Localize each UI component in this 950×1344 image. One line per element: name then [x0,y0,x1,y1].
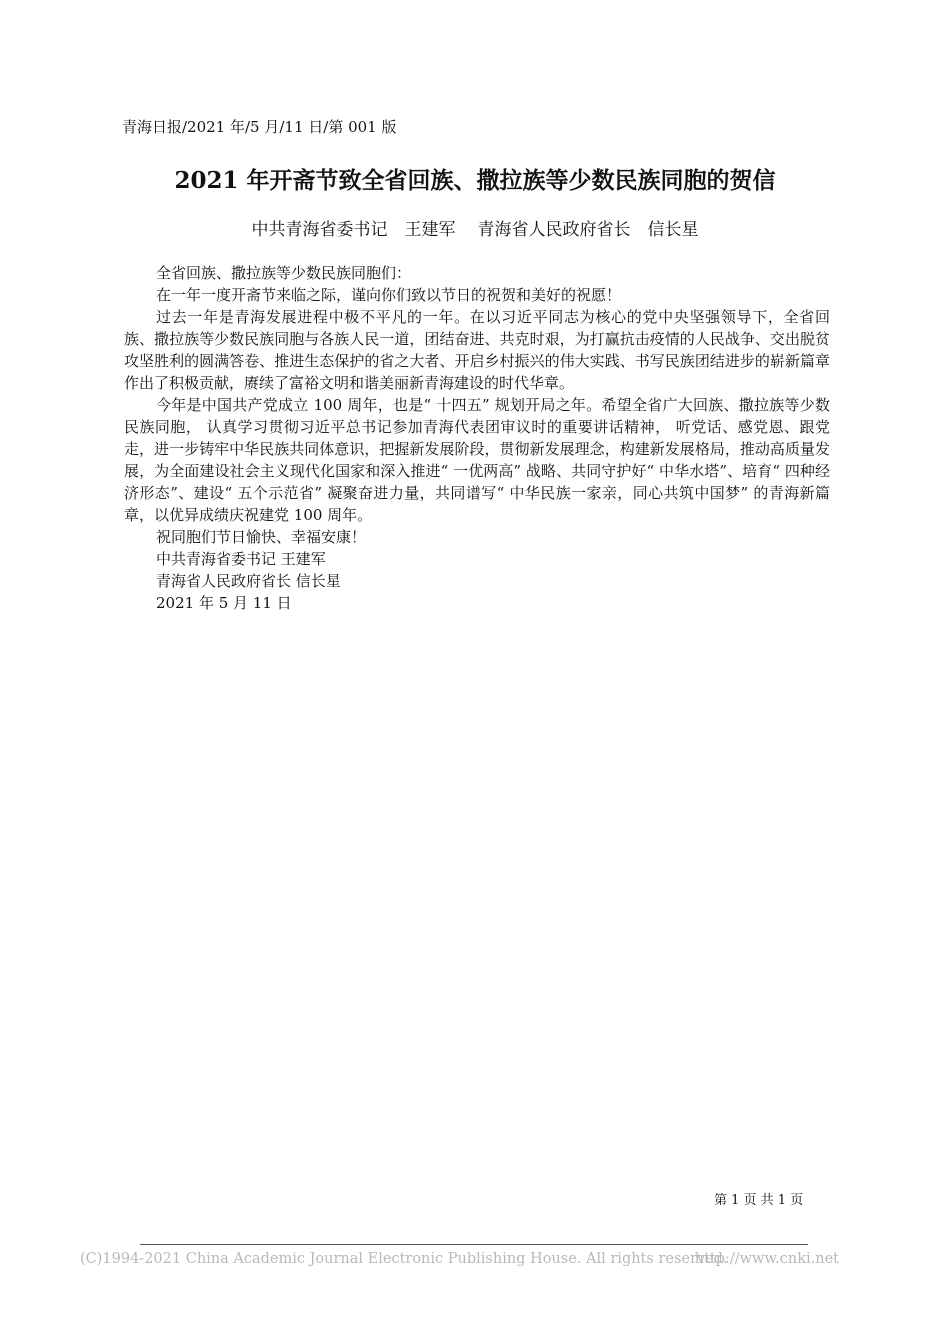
paragraph-closing-wish: 祝同胞们节日愉快、幸福安康！ [156,528,367,546]
page-number: 第 1 页 共 1 页 [714,1193,804,1208]
copyright-footer [80,1249,850,1269]
article-body [124,262,830,614]
cnki-link[interactable]: http://www.cnki.net [694,1251,839,1267]
byline-author-governor: 青海省人民政府省长 信长星 [477,220,699,240]
footer-divider [140,1244,808,1245]
paragraph-this-year: 今年是中国共产党成立 100 周年，也是“ 十四五” 规划开局之年。希望全省广大回族、撒拉族等少数民族同胞， 认真学习贯彻习近平总书记参加青海代表团审议时的重要讲话精神， 听党话、感党恩、跟党走，进一步铸牢中华民族共同体意识，把握新发展阶段，贯彻新发展理念，构建新发展格局，推动高质量发展，为全面建设社会主义现代化国家和深入推进“ 一优两高” 战略、共同守护好“ 中华水塔”、培育“ 四种经济形态”、建设“ 五个示范省” 凝聚奋进力量，共同谱写“ 中华民族一家亲，同心共筑中国梦” 的青海新篇章，以优异成绩庆祝建党 100 周年。 [124,396,830,524]
paragraph-greeting: 在一年一度开斋节来临之际，谨向你们致以节日的祝贺和美好的祝愿！ [156,286,622,304]
byline-author-party-secretary: 中共青海省委书记 王建军 [251,220,456,240]
paragraph-past-year: 过去一年是青海发展进程中极不平凡的一年。在以习近平同志为核心的党中央坚强领导下，全省回族、撒拉族等少数民族同胞与各族人民一道，团结奋进、共克时艰，为打赢抗击疫情的人民战争、交出脱贫攻坚胜利的圆满答卷、推进生态保护的省之大者、开启乡村振兴的伟大实践、书写民族团结进步的崭新篇章作出了积极贡献，赓续了富裕文明和谐美丽新青海建设的时代华章。 [124,308,830,392]
letter-date: 2021 年 5 月 11 日 [156,594,292,612]
signature-governor: 青海省人民政府省长 信长星 [156,572,341,590]
source-line: 青海日报/2021 年/5 月/11 日/第 001 版 [122,118,397,136]
copyright-text: (C)1994-2021 China Academic Journal Electronic Publishing House. All rights reserved. [80,1251,728,1267]
signature-party-secretary: 中共青海省委书记 王建军 [156,550,326,568]
salutation: 全省回族、撒拉族等少数民族同胞们： [156,264,412,282]
byline [0,218,950,242]
article-title: 2021 年开斋节致全省回族、撒拉族等少数民族同胞的贺信 [174,167,776,194]
